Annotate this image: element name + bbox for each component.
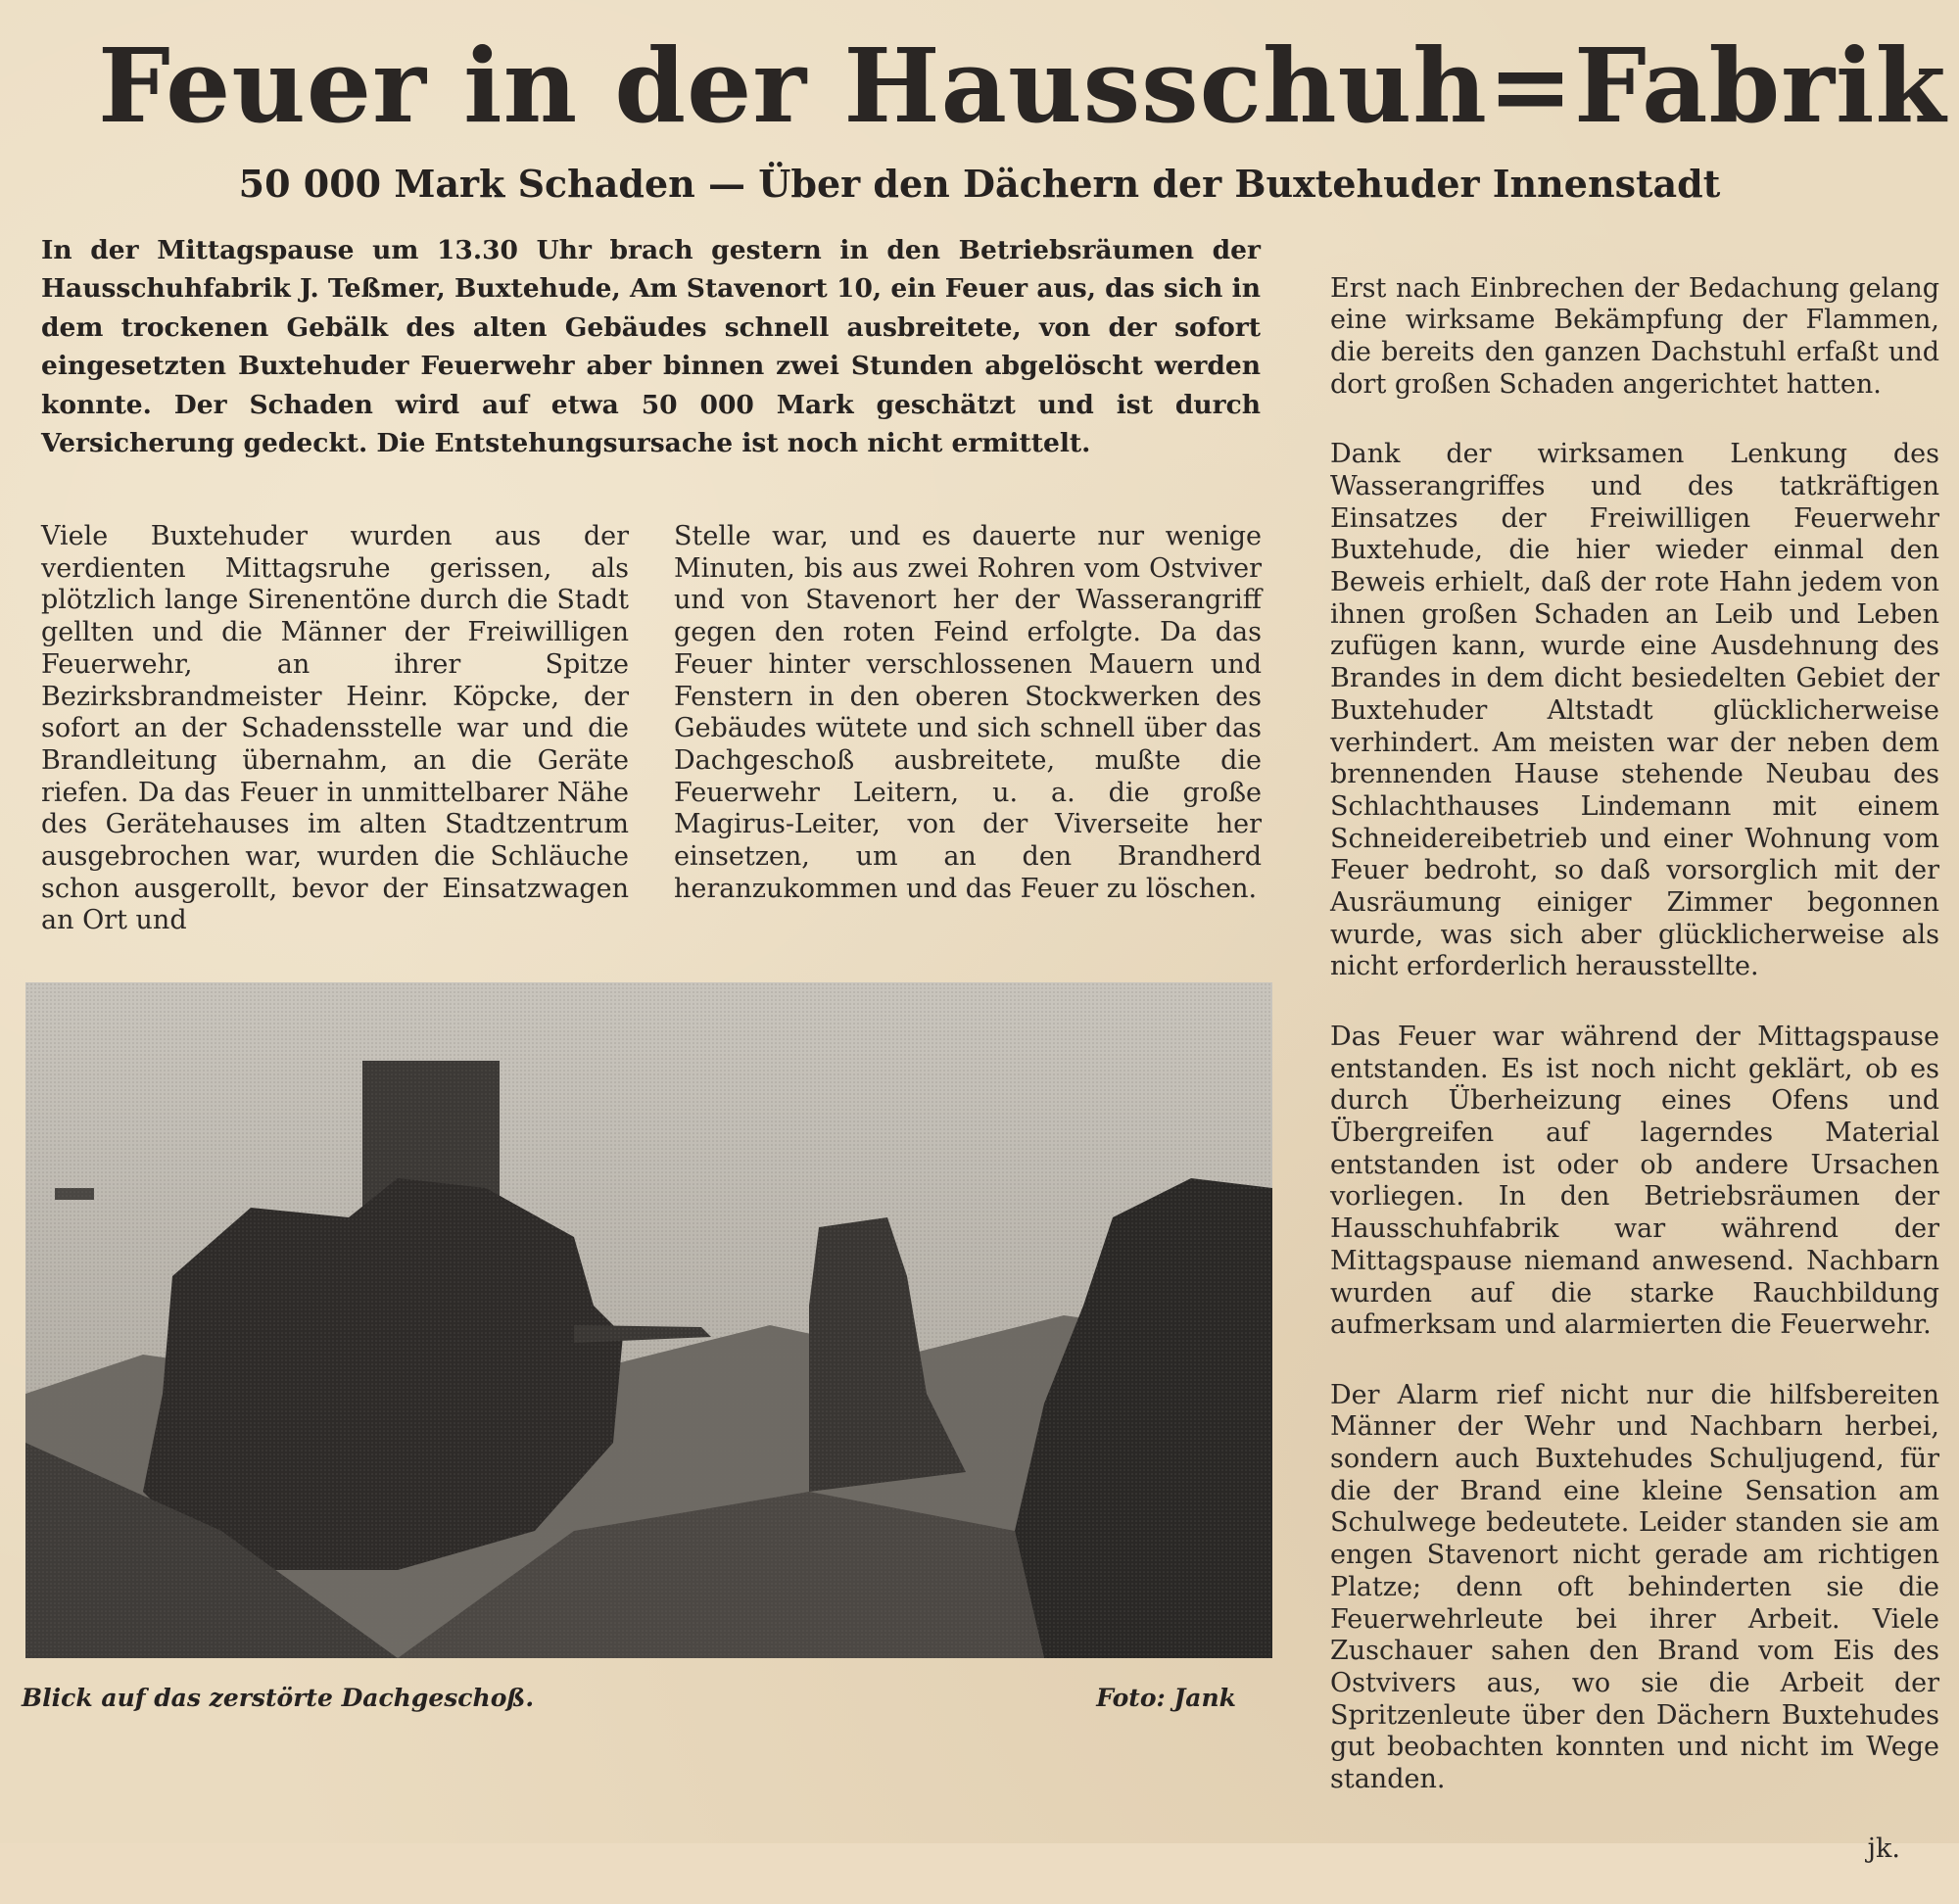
author-signature: jk.: [1867, 1833, 1900, 1865]
photo-caption-row: [22, 1677, 1285, 1720]
body-column-3: [1330, 241, 1939, 1865]
body-column-1: Viele Buxtehuder wurden aus der verdienten Mittagsruhe gerissen, als plötzlich lange Sirenentöne durch die Stadt gellten und die Männer der Freiwilligen Feuerwehr, an ihrer Spitze Bezirksbrandmeister Heinr. Köpcke, der sofort an der Schadensstelle war und die Brandleitung übernahm, an die Geräte riefen. Da das Feuer in unmittelbarer Nähe des Gerätehauses im alten Stadtzentrum ausgebrochen war, wurden die Schläuche schon ausgerollt, bevor der Einsatzwagen an Ort und: [41, 521, 629, 936]
column-3-paragraph-3: Das Feuer war während der Mittagspause entstanden. Es ist noch nicht geklärt, ob es durch Überheizung eines Ofens und Übergreifen auf lagerndes Material entstanden ist oder ob andere Ursachen vorliegen. In den Betriebsräumen der Hausschuhfabrik war während der Mittagspause niemand anwesend. Nachbarn wurden auf die starke Rauchbildung aufmerksam und alarmierten die Feuerwehr.: [1330, 1021, 1939, 1341]
headline: Feuer in der Hausschuh=Fabrik: [98, 25, 1947, 146]
column-3-paragraph-2: Dank der wirksamen Lenkung des Wasserangriffes und des tatkräftigen Einsatzes der Freiwilligen Feuerwehr Buxtehude, die hier wieder einmal den Beweis erhielt, daß der rote Hahn jedem von ihnen großen Schaden an Leib und Leben zufügen kann, wurde eine Ausdehnung des Brandes in dem dicht besiedelten Gebiet der Buxtehuder Altstadt glücklicherweise verhindert. Am meisten war der neben dem brennenden Hause stehende Neubau des Schlachthauses Lindemann mit einem Schneidereibetrieb und einer Wohnung vom Feuer bedroht, so daß vorsorglich mit der Ausräumung einiger Zimmer begonnen wurde, was sich aber glücklicherweise als nicht erforderlich herausstellte.: [1330, 439, 1939, 982]
photo-credit: Foto: Jank: [1096, 1684, 1236, 1712]
fire-photo: [25, 982, 1272, 1658]
photo-illustration: [25, 982, 1272, 1658]
lead-paragraph: In der Mittagspause um 13.30 Uhr brach gestern in den Betriebsräumen der Hausschuhfabrik J. Teßmer, Buxtehude, Am Stavenort 10, ein Feuer aus, das sich in dem trockenen Gebälk des alten Gebäudes schnell ausbreitete, von der sofort eingesetzten Buxtehuder Feuerwehr aber binnen zwei Stunden abgelöscht werden konnte. Der Schaden wird auf etwa 50 000 Mark geschätzt und ist durch Versicherung gedeckt. Die Entstehungsursache ist noch nicht ermittelt.: [41, 235, 1261, 459]
photo-caption: Blick auf das zerstörte Dachgeschoß.: [22, 1684, 535, 1712]
body-column-2: Stelle war, und es dauerte nur wenige Minuten, bis aus zwei Rohren vom Ostviver und von Stavenort her der Wasserangriff gegen den roten Feind erfolgte. Da das Feuer hinter verschlossenen Mauern und Fenstern in den oberen Stockwerken des Gebäudes wütete und sich schnell über das Dachgeschoß ausbreitete, mußte die Feuerwehr Leitern, u. a. die große Magirus-Leiter, von der Viverseite her einsetzen, um an den Brandherd heranzukommen und das Feuer zu löschen.: [674, 521, 1262, 904]
column-3-paragraph-1: Erst nach Einbrechen der Bedachung gelang eine wirksame Bekämpfung der Flammen, die bereits den ganzen Dachstuhl erfaßt und dort großen Schaden angerichtet hatten.: [1330, 272, 1939, 400]
column-3-paragraph-4: Der Alarm rief nicht nur die hilfsbereiten Männer der Wehr und Nachbarn herbei, sondern auch Buxtehudes Schuljugend, für die der Brand eine kleine Sensation am Schulwege bedeutete. Leider standen sie am engen Stavenort nicht gerade am richtigen Platze; denn oft behinderten sie die Feuerwehrleute bei ihrer Arbeit. Viele Zuschauer sahen den Brand vom Eis des Ostvivers aus, wo sie die Arbeit der Spritzenleute über den Dächern Buxtehudes gut beobachten konnten und nicht im Wege standen.: [1330, 1379, 1939, 1795]
subheadline: 50 000 Mark Schaden — Über den Dächern der Buxtehuder Innenstadt: [238, 162, 1721, 206]
